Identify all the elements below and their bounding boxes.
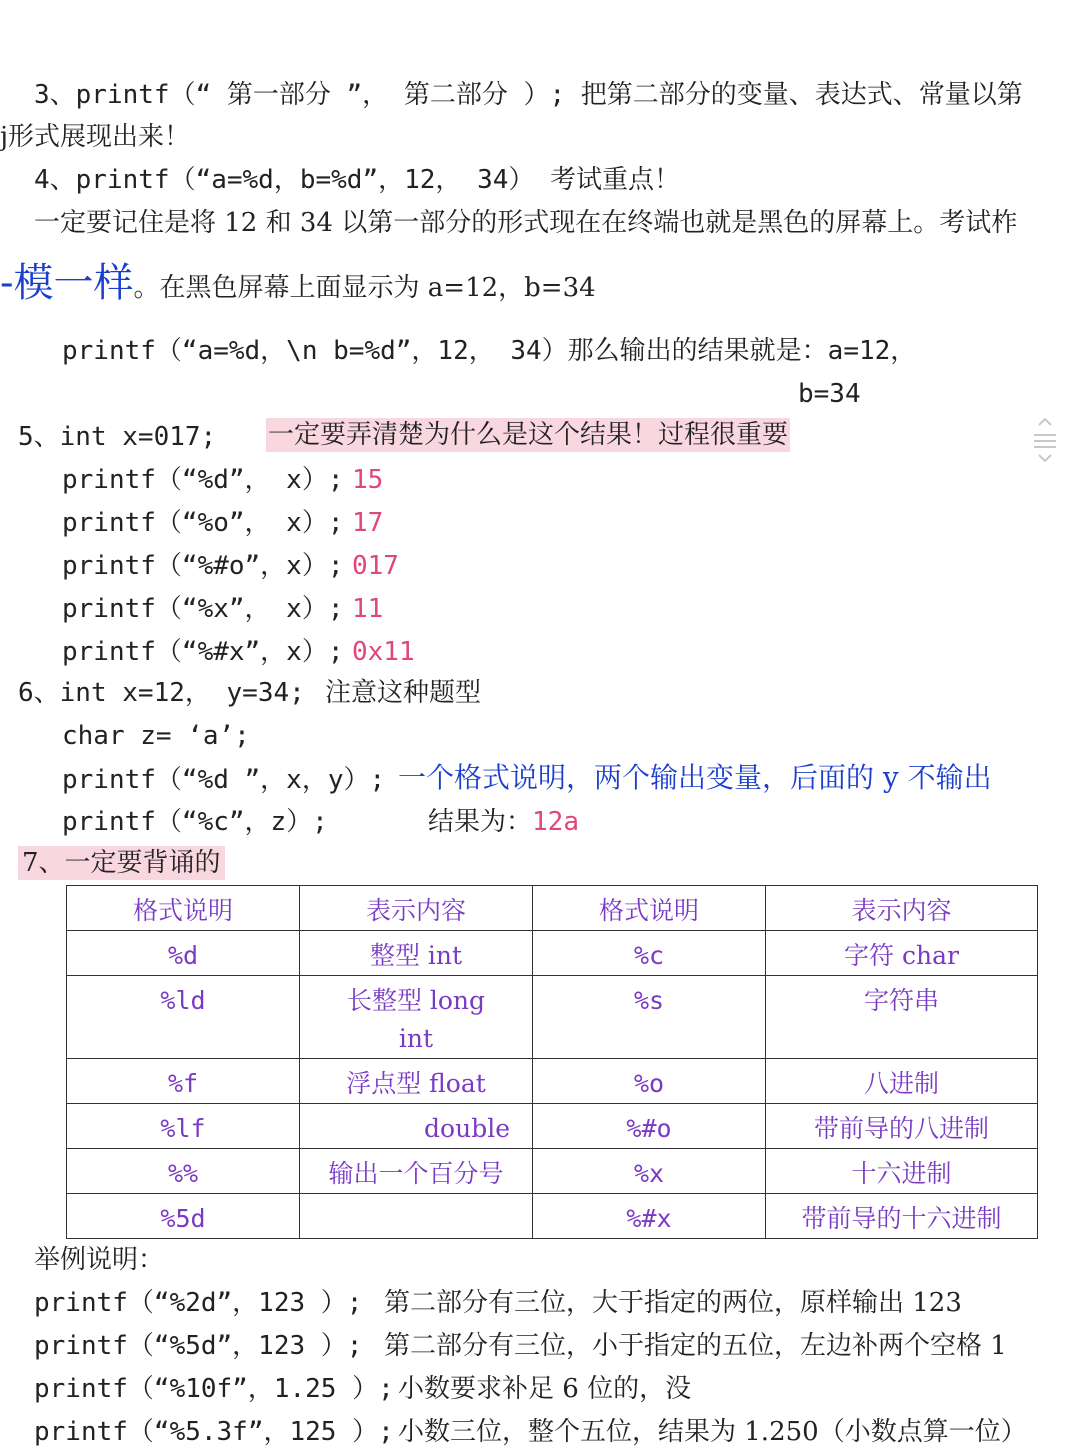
emphasis-text: -模一样 xyxy=(0,260,134,306)
table-cell: double xyxy=(300,1104,533,1149)
format-table xyxy=(66,885,1038,1239)
item-5-note: 一定要弄清楚为什么是这个结果！过程很重要 xyxy=(268,420,789,450)
table-cell: 长整型 long int xyxy=(300,976,533,1059)
table-header-cell: 表示内容 xyxy=(300,886,533,931)
printf-example-result: 15 xyxy=(352,465,384,495)
width-example-code: printf（“%5.3f”，125 ）; xyxy=(34,1417,394,1447)
width-example-desc: 第二部分有三位，大于指定的两位，原样输出 123 xyxy=(384,1288,962,1318)
item-6-char: char z= ‘a’; xyxy=(62,721,250,751)
table-cell: 整型 int xyxy=(300,931,533,976)
printf-example-code: printf（“%x”， x）; xyxy=(62,594,344,624)
item-4-line1: 4、printf（“a=%d，b=%d”，12， 34） 考试重点！ xyxy=(34,165,681,195)
table-header-cell: 格式说明 xyxy=(533,886,766,931)
table-cell: %% xyxy=(67,1149,300,1194)
table-cell: %x xyxy=(533,1149,766,1194)
table-row xyxy=(67,931,1038,976)
width-example-code: printf（“%5d”，123 ）; xyxy=(34,1331,363,1361)
table-cell xyxy=(300,1194,533,1239)
item-6-result xyxy=(428,805,579,839)
item-6-printf2: printf（“%c”，z）; xyxy=(62,807,328,837)
table-cell: %#x xyxy=(533,1194,766,1239)
table-cell: 十六进制 xyxy=(766,1149,1038,1194)
printf-example-result: 11 xyxy=(352,594,384,624)
table-cell: 带前导的八进制 xyxy=(766,1104,1038,1149)
table-cell: 字符串 xyxy=(766,976,1038,1059)
scroll-handle-icon[interactable] xyxy=(1030,415,1060,465)
item-4-line2: 一定要记住是将 12 和 34 以第一部分的形式现在在终端也就是黑色的屏幕上。考试柞 xyxy=(34,208,1018,238)
width-example-code: printf（“%2d”，123 ）; xyxy=(34,1288,363,1318)
printf-example-code: printf（“%#x”，x）; xyxy=(62,637,344,667)
item-4-line4: printf（“a=%d，\n b=%d”，12， 34）那么输出的结果就是：a=12， xyxy=(62,336,917,366)
table-row xyxy=(67,1059,1038,1104)
table-cell: 字符 char xyxy=(766,931,1038,976)
item-4-line3-rest: 。在黑色屏幕上面显示为 a=12，b=34 xyxy=(133,273,596,303)
item-5-code: 5、int x=017; xyxy=(18,422,217,452)
table-cell: 带前导的十六进制 xyxy=(766,1194,1038,1239)
table-row xyxy=(67,1104,1038,1149)
table-cell: 八进制 xyxy=(766,1059,1038,1104)
table-header-row xyxy=(67,886,1038,931)
table-row xyxy=(67,976,1038,1059)
table-row xyxy=(67,1149,1038,1194)
table-cell: %5d xyxy=(67,1194,300,1239)
item-6-code: 6、int x=12， y=34; xyxy=(18,678,305,708)
table-cell: %ld xyxy=(67,976,300,1059)
item-3-line2: j形式展现出来！ xyxy=(0,122,191,152)
width-example-code: printf（“%10f”，1.25 ）; xyxy=(34,1374,394,1404)
width-example-desc: 第二部分有三位，小于指定的五位，左边补两个空格 1 xyxy=(384,1331,1007,1361)
table-header-cell: 格式说明 xyxy=(67,886,300,931)
printf-example-result: 017 xyxy=(352,551,399,581)
table-cell: %s xyxy=(533,976,766,1059)
item-3-line1: 3、printf（“ 第一部分 ”， 第二部分 ）; 把第二部分的变量、表达式、常量以第 xyxy=(34,80,1023,110)
item-4-line3 xyxy=(0,260,596,306)
table-row xyxy=(67,1194,1038,1239)
table-cell: %c xyxy=(533,931,766,976)
printf-example-code: printf（“%o”， x）; xyxy=(62,508,344,538)
item-7-title: 7、一定要背诵的 xyxy=(18,846,225,880)
width-example-desc: 小数要求补足 6 位的，没 xyxy=(398,1374,692,1404)
table-cell: %o xyxy=(533,1059,766,1104)
printf-example-code: printf（“%d”， x）; xyxy=(62,465,344,495)
item-6-note: 注意这种题型 xyxy=(325,678,482,708)
table-cell: %f xyxy=(67,1059,300,1104)
printf-example-result: 17 xyxy=(352,508,384,538)
table-cell: 输出一个百分号 xyxy=(300,1149,533,1194)
result-label: 结果为： xyxy=(428,807,533,837)
table-cell: %#o xyxy=(533,1104,766,1149)
table-header-cell: 表示内容 xyxy=(766,886,1038,931)
printf-example-result: 0x11 xyxy=(352,637,415,667)
item-4-line5: b=34 xyxy=(798,379,861,409)
item-6-printf1: printf（“%d ”，x，y）; xyxy=(62,765,386,795)
result-value: 12a xyxy=(532,807,579,837)
item-6-printf1-note: 一个格式说明，两个输出变量，后面的 y 不输出 xyxy=(398,761,992,794)
width-example-desc: 小数三位，整个五位，结果为 1.250（小数点算一位） xyxy=(398,1417,1027,1447)
table-cell: 浮点型 float xyxy=(300,1059,533,1104)
example-title: 举例说明： xyxy=(34,1245,165,1275)
table-cell: %lf xyxy=(67,1104,300,1149)
table-cell: %d xyxy=(67,931,300,976)
printf-example-code: printf（“%#o”，x）; xyxy=(62,551,344,581)
